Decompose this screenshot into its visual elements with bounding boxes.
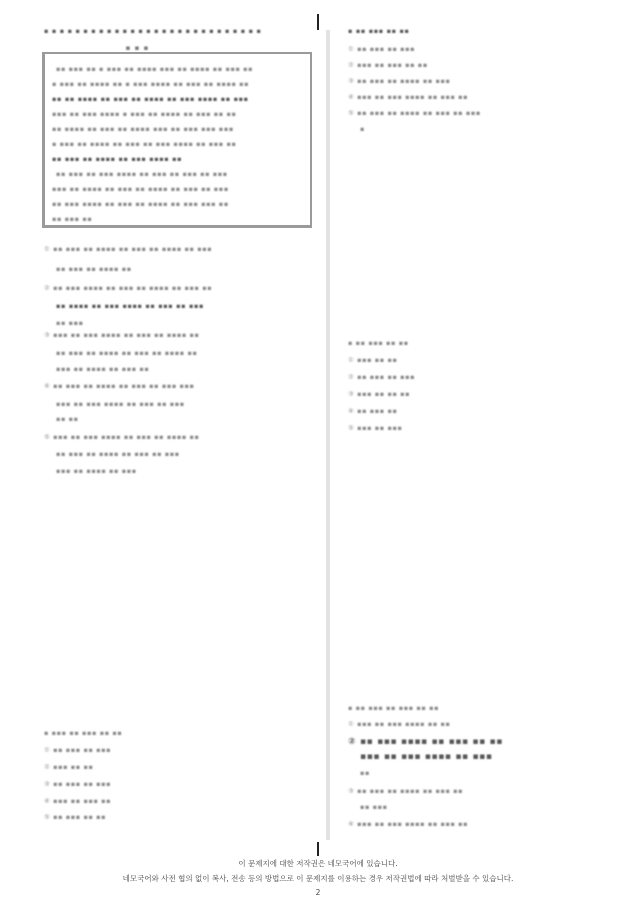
passage-line: ▪▪ ▪▪▪ ▪▪ ▪ ▪▪▪ ▪▪ ▪▪▪▪ ▪▪▪ ▪▪ ▪▪▪▪ ▪▪ ▪▪▪ ▪▪ [56,65,254,73]
copyright-line-1: 이 문제지에 대한 저작권은 네모국어에 있습니다. [238,859,398,868]
option-line: ▪▪ ▪▪▪ ▪▪ ▪▪▪▪ ▪▪ ▪▪▪ ▪▪ ▪▪▪ [56,450,180,458]
passage-line: ▪▪ ▪▪▪ ▪▪ ▪▪▪▪ ▪▪ ▪▪▪ ▪▪▪▪ ▪▪ [52,155,183,163]
choice-line: ① ▪▪▪ ▪▪ ▪▪ [348,356,398,364]
option-line: ③ ▪▪▪ ▪▪ ▪▪▪ ▪▪▪▪ ▪▪ ▪▪▪ ▪▪ ▪▪▪▪ ▪▪ [44,331,200,339]
choice-line: ③ ▪▪ ▪▪▪ ▪▪ ▪▪▪▪ ▪▪ ▪▪▪ ▪▪ [348,787,464,795]
passage-line: ▪▪▪ ▪▪ ▪▪▪ ▪▪▪▪ ▪ ▪▪▪ ▪▪ ▪▪▪▪ ▪▪ ▪▪▪ ▪▪ ▪▪ [52,110,237,118]
option-line: ④ ▪▪ ▪▪▪ ▪▪ ▪▪▪▪ ▪▪ ▪▪▪ ▪▪ ▪▪▪ ▪▪▪ [44,382,195,390]
question-line: ▪ ▪▪ ▪▪▪ ▪▪ ▪▪ [348,339,409,347]
choice-line: ④ ▪▪ ▪▪▪ ▪▪ [348,407,398,415]
box-title: ▪ ▪ ▪ [125,44,150,52]
page-number: 2 [315,888,321,897]
passage-line: ▪▪ ▪▪ ▪▪▪▪ ▪▪ ▪▪▪ ▪▪ ▪▪▪▪ ▪▪ ▪▪▪ ▪▪▪▪ ▪▪ ▪▪▪ [52,95,249,103]
choice-line: ④ ▪▪▪ ▪▪ ▪▪▪ ▪▪▪▪ ▪▪ ▪▪▪ ▪▪ [348,93,469,101]
choice-line: ① ▪▪ ▪▪▪ ▪▪ ▪▪▪ [348,45,416,53]
passage-line: ▪ ▪▪▪ ▪▪ ▪▪▪▪ ▪▪ ▪ ▪▪▪ ▪▪▪▪ ▪▪ ▪▪▪ ▪▪ ▪▪▪▪ ▪▪ [52,80,250,88]
choice-line: ③ ▪▪▪ ▪▪ ▪▪ ▪▪ [348,390,411,398]
option-line: ① ▪▪ ▪▪▪ ▪▪ ▪▪▪▪ ▪▪ ▪▪▪ ▪▪ ▪▪▪▪ ▪▪ ▪▪▪ [44,245,213,253]
choice-line: ⑤ ▪▪ ▪▪▪ ▪▪ ▪▪ [44,813,107,821]
option-line: ▪▪ ▪▪ [56,415,79,423]
choice-line: ⑤ ▪▪ ▪▪▪ ▪▪ ▪▪▪▪ ▪▪ ▪▪▪ ▪▪ ▪▪▪ [348,109,481,117]
choice-line: ② ▪▪▪ ▪▪ ▪▪ [44,763,94,771]
choice-line: ④ ▪▪▪ ▪▪ ▪▪▪ ▪▪ [44,797,112,805]
choice-line: ③ ▪▪ ▪▪▪ ▪▪ ▪▪▪▪ ▪▪ ▪▪▪ [348,77,451,85]
choice-line: ▪▪▪ ▪▪ ▪▪▪ ▪▪▪▪ ▪▪ ▪▪▪ [360,752,493,762]
choice-line: ▪▪ [360,769,371,777]
question-header-line: ▪ ▪ ▪ ▪ ▪ ▪ ▪ ▪ ▪ ▪ ▪ ▪ ▪ ▪ ▪ ▪ ▪ ▪ ▪ ▪ ▪ ▪ ▪ ▪ ▪ ▪ ▪ ▪ [44,27,262,35]
option-line: ⑤ ▪▪▪ ▪▪ ▪▪▪ ▪▪▪▪ ▪▪ ▪▪▪ ▪▪ ▪▪▪▪ ▪▪ [44,433,200,441]
passage-line: ▪▪ ▪▪▪▪ ▪▪ ▪▪▪ ▪▪ ▪▪▪▪ ▪▪▪ ▪▪ ▪▪▪ ▪▪▪ ▪▪▪ [52,125,234,133]
passage-line: ▪▪ ▪▪▪ ▪▪▪▪ ▪▪ ▪▪▪ ▪▪ ▪▪▪▪ ▪▪ ▪▪▪ ▪▪▪ ▪▪ [52,200,229,208]
choice-line: ⑤ ▪▪▪ ▪▪ ▪▪▪ [348,424,403,432]
option-line: ▪▪ ▪▪▪ ▪▪ ▪▪▪▪ ▪▪ [56,265,132,273]
choice-line: ③ ▪▪ ▪▪▪ ▪▪ ▪▪▪ [44,780,112,788]
choice-line: ① ▪▪▪ ▪▪ ▪▪▪ ▪▪▪▪ ▪▪ ▪▪ [348,720,451,728]
option-line: ▪▪▪ ▪▪ ▪▪▪▪ ▪▪ ▪▪▪ [56,467,137,475]
choice-line: ▪▪ ▪▪▪ [360,803,388,811]
top-center-mark [317,14,319,30]
column-divider [326,30,330,840]
passage-line: ▪▪ ▪▪▪ ▪▪ [52,215,93,223]
option-line: ▪▪ ▪▪▪ ▪▪ ▪▪▪▪ ▪▪ ▪▪▪ ▪▪ ▪▪▪▪ ▪▪ [56,349,198,357]
passage-line: ▪▪ ▪▪▪ ▪▪ ▪▪▪ ▪▪▪▪ ▪▪ ▪▪▪ ▪▪ ▪▪▪ ▪▪ ▪▪▪ [56,170,228,178]
copyright-line-2: 네모국어와 사전 협의 없이 복사, 전송 등의 방법으로 이 문제지를 이용하는 경우 저작권법에 따라 처벌받을 수 있습니다. [122,874,514,883]
option-line: ② ▪▪ ▪▪▪ ▪▪▪▪ ▪▪ ▪▪▪ ▪▪ ▪▪▪▪ ▪▪ ▪▪▪ ▪▪ [44,284,213,292]
choice-line: ② ▪▪ ▪▪▪ ▪▪▪▪ ▪▪ ▪▪▪ ▪▪ ▪▪ [348,737,503,747]
choice-line: ② ▪▪ ▪▪▪ ▪▪ ▪▪▪ [348,373,416,381]
option-line: ▪▪▪ ▪▪ ▪▪▪▪ ▪▪ ▪▪▪ ▪▪ [56,365,150,373]
option-line: ▪▪ ▪▪▪ [56,319,84,327]
option-line: ▪▪ ▪▪▪▪ ▪▪ ▪▪▪ ▪▪▪▪ ▪▪ ▪▪▪ ▪▪ ▪▪▪ [56,302,205,310]
option-line: ▪▪▪ ▪▪ ▪▪▪ ▪▪▪▪ ▪▪ ▪▪▪ ▪▪ ▪▪▪ [56,400,185,408]
question-line: ▪ ▪▪▪ ▪▪ ▪▪▪ ▪▪ ▪▪ [44,729,123,737]
choice-line: ④ ▪▪▪ ▪▪ ▪▪▪ ▪▪▪▪ ▪▪ ▪▪▪ ▪▪ [348,820,469,828]
passage-line: ▪▪▪ ▪▪ ▪▪▪▪ ▪▪ ▪▪▪ ▪▪ ▪▪▪▪ ▪▪ ▪▪▪ ▪▪ ▪▪▪ [52,185,229,193]
choice-line: ▪ [360,125,366,133]
bottom-center-mark [317,842,319,856]
question-header-line: ▪ ▪▪ ▪▪▪ ▪▪ ▪▪ [348,27,410,35]
choice-line: ① ▪▪ ▪▪▪ ▪▪ ▪▪▪ [44,746,112,754]
question-line: ▪ ▪▪ ▪▪▪ ▪▪ ▪▪▪ ▪▪ ▪▪ [348,704,440,712]
passage-line: ▪ ▪▪▪ ▪▪ ▪▪▪▪ ▪▪ ▪▪▪ ▪▪ ▪▪▪ ▪▪▪▪ ▪▪ ▪▪▪ ▪▪ [52,140,237,148]
choice-line: ② ▪▪▪ ▪▪ ▪▪▪ ▪▪ ▪▪ [348,61,428,69]
